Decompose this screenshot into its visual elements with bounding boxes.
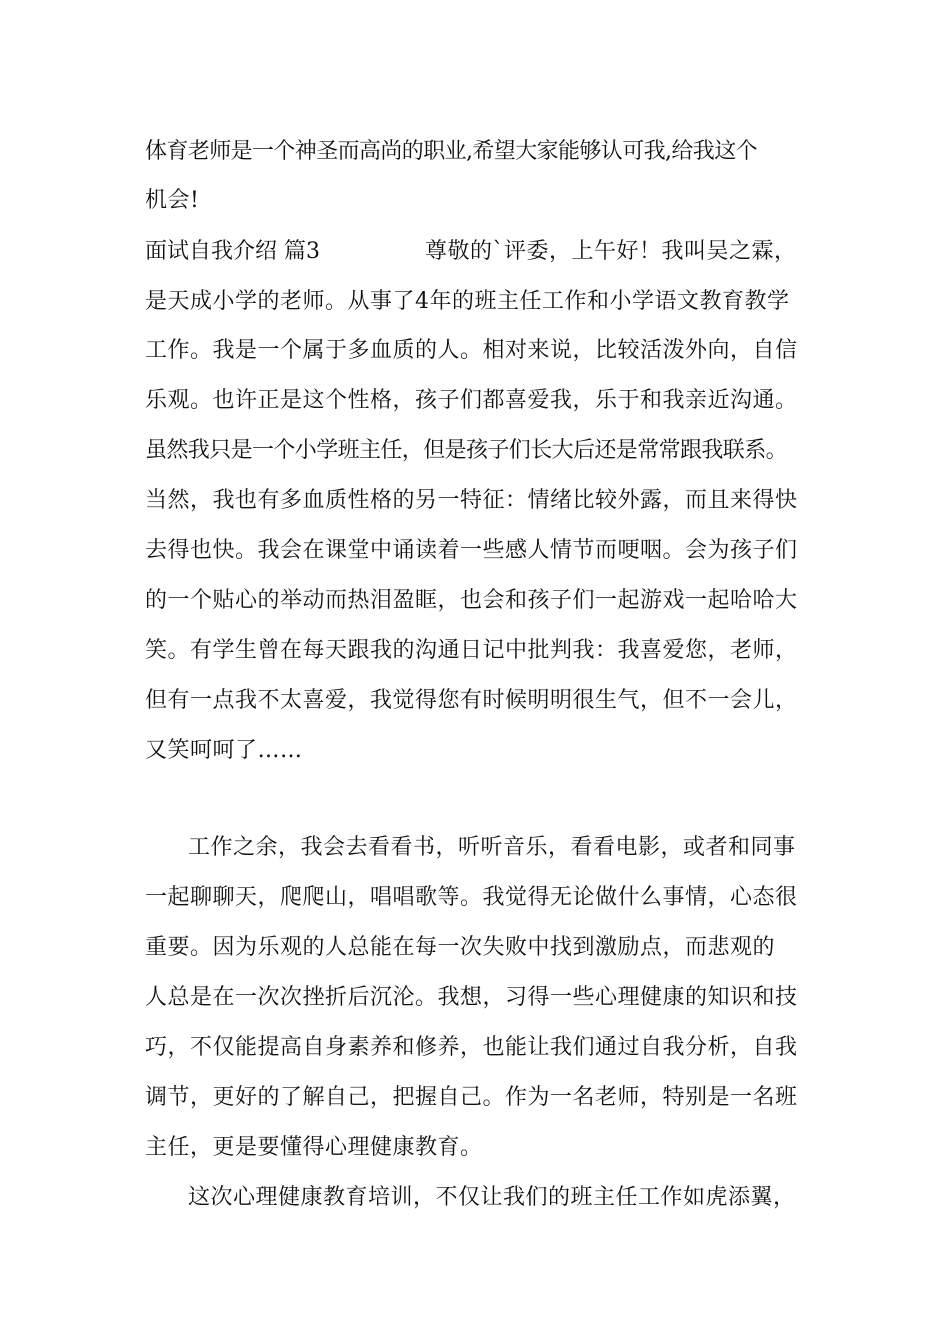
text-line: 调节，更好的了解自己，把握自己。作为一名老师，特别是一名班 <box>145 1085 798 1110</box>
text-line: 乐观。也许正是这个性格，孩子们都喜爱我，乐于和我亲近沟通。 <box>145 388 798 413</box>
text-line: 体育老师是一个神圣而高尚的职业,希望大家能够认可我,给我这个 <box>145 139 757 164</box>
text-line: 但有一点我不太喜爱，我觉得您有时候明明很生气，但不一会儿， <box>145 688 798 713</box>
text-line: 巧，不仅能提高自身素养和修养，也能让我们通过自我分析，自我 <box>145 1035 798 1060</box>
text-line: 工作。我是一个属于多血质的人。相对来说，比较活泼外向，自信 <box>145 338 798 363</box>
text-line: 重要。因为乐观的人总能在每一次失败中找到激励点，而悲观的 <box>145 935 776 960</box>
text-line: 又笑呵呵了…… <box>145 738 303 763</box>
text-line: 工作之余，我会去看看书，听听音乐，看看电影，或者和同事 <box>188 835 796 860</box>
section-intro: 尊敬的`评委，上午好！我叫吴之霖， <box>425 239 797 264</box>
text-line: 的一个贴心的举动而热泪盈眶，也会和孩子们一起游戏一起哈哈大 <box>145 588 798 613</box>
text-line: 一起聊聊天，爬爬山，唱唱歌等。我觉得无论做什么事情，心态很 <box>145 885 798 910</box>
text-line: 当然，我也有多血质性格的另一特征：情绪比较外露，而且来得快 <box>145 488 798 513</box>
text-line: 机会! <box>145 188 200 213</box>
section-heading: 面试自我介绍 篇3 <box>145 239 320 264</box>
text-line: 这次心理健康教育培训，不仅让我们的班主任工作如虎添翼， <box>188 1185 796 1210</box>
text-line: 人总是在一次次挫折后沉沦。我想，习得一些心理健康的知识和技 <box>145 985 798 1010</box>
text-line: 虽然我只是一个小学班主任，但是孩子们长大后还是常常跟我联系。 <box>145 438 788 463</box>
text-line: 笑。有学生曾在每天跟我的沟通日记中批判我：我喜爱您，老师， <box>145 638 798 663</box>
text-line: 是天成小学的老师。从事了4年的班主任工作和小学语文教育教学 <box>145 289 790 314</box>
text-line: 主任，更是要懂得心理健康教育。 <box>145 1135 483 1160</box>
text-line: 去得也快。我会在课堂中诵读着一些感人情节而哽咽。会为孩子们 <box>145 538 798 563</box>
